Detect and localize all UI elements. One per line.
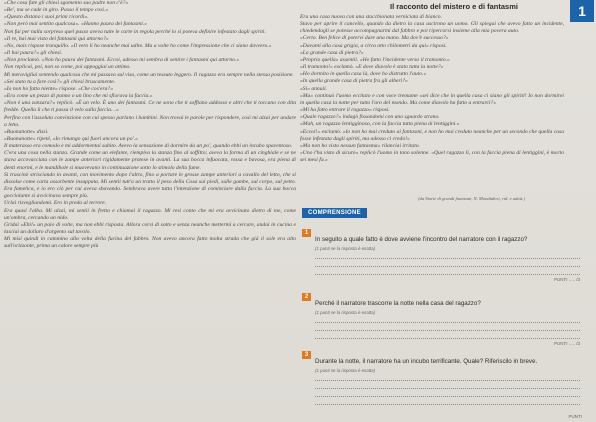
question-text: Durante la notte, il narratore ha un incubo terrificante. Quale? Riferiscilo in breve. [315,358,538,365]
question-number: 2 [302,293,311,301]
story-paragraph: «Questo distano i suoi primi ricordi». [4,14,89,21]
answer-line[interactable] [315,337,580,339]
story-paragraph: Mi misi quindi in cammino alla volta della fucina del fabbro. Non avevo ancora fatto molta strada che già il sole era alto sull'orizzonte, prima un calore sempre più [4,236,296,250]
story-paragraph: «Eccoi!» esclamò. «Io non ho mai creduto ai fantasmi, e non ho mai creduto neanche per un secondo che quella casa fosse infestata dagli spiriti, ma adesso ci credo!» [300,128,564,142]
story-paragraph: «Be', ma se cade in giro. Passo il tempo così.» [4,7,109,14]
story-paragraph: Gridai «Ehi!» un paio di volte, ma non ebbi risposta. Allora corsi di sotto e senza neanche mettermi a cercare, andai in cucina e lasciai un dollaro d'argento sul tavolo. [4,221,296,235]
answer-line[interactable] [315,329,580,331]
question-hint: (1 punti se la risposta è esatta) [315,310,376,315]
story-paragraph: «Il hai paura?» gli chiesi. [4,50,63,57]
answer-line[interactable] [315,379,580,381]
story-paragraph: «Mi ha fatto entrare il ragazzo» risposi. [300,107,390,114]
story-paragraph: «Ma» continuò l'uomo eccitato e con voce tremante «sei dice che in quella casa ci siano gli spiriti! Io non dormirei in quella casa la notte per tutto l'oro del mondo. Ma come diavolo ha fatto a entrarci?» [300,92,564,106]
question-1 [302,228,580,282]
question-number: 1 [302,229,311,237]
story-paragraph: «Ho dormito in quella casa là, dove ho distrutto l'auto.» [300,71,427,78]
story-paragraph: Si trascinò strisciando in avanti, con movimento dopo l'altro, fino a portare le grosse zampe anteriori a cavallo del letto, che si dissolse come carta assorbente insuppata. Mi sentii tutt'a un tratto il peso della Cosa sui piedi, sulle gambe, sul corpo, sul petto. Era famelica, e io ero ciò per cui aveva sbavando. Sembrava avere tutta l'intenzione di cominciare dalla faccia. La sua bocca gocciolante si avvicinava sempre più. [4,171,296,200]
story-paragraph: «Uno l'ha visto di sicuro» replicò l'uomo in tono solenne. «Quel ragazzo lì, con la faccia piena di lentiggini, è morto sei mesi fa.» [300,149,564,164]
story-paragraph: «Buonanotte» ripeté, «Io rimango qui fuori ancora un po'.» [4,135,138,142]
story-paragraph: Il materasso era comodo e mi addormentai subito. Avevo la sensazione di dormire da un po', quando ebbi un incubo spaventoso. [4,143,293,150]
story-right-column [300,14,564,164]
story-left-column [4,0,296,250]
story-paragraph: «Proprio quella» assentii. «Ho fatto l'incidente verso il tramonto.» [300,56,450,63]
question-text: In seguito a quale fatto è dove avviene l'incontro del narratore con il ragazzo? [315,236,528,243]
story-paragraph: «In quella grande casa di pietra fra gli alberi?» [300,78,408,85]
story-paragraph: Non fui per nulla sorpreso quel passo aveva tutte le carte in regola perché lo si poteva definire infestato dagli spiriti. [4,28,266,35]
answer-line[interactable] [315,395,580,397]
story-paragraph: «Quale ragazzo?» indagò fissandomi con uno sguardo strano. [300,114,440,121]
story-paragraph: Perfino con l'assoluta convinzione con cui spesso parlano i bambini. Non trovai le parole per rispondere, così mi alzai per andare a letto. [4,114,296,128]
points-label: PUNTI [568,414,582,419]
story-title: Il racconto del mistero e di fantasmi [390,2,518,11]
story-paragraph: «Ma non ho visto nessun fantasma» rilanciai irritato. [300,142,420,149]
answer-line[interactable] [315,321,580,323]
story-paragraph: «Sì» annuii. [300,85,328,92]
story-paragraph: «Buonanotte» dissi. [4,128,49,135]
story-paragraph: Stavo per aprire il cancello, quando da dietro la casa uscirono un uomo. Gli spiegai che avevo fatto un incidente, chiedendogli se potesse accompagnarmi dal fabbro e poi ripercorsi insieme alla mia povera auto. [300,21,564,35]
story-paragraph: «Il re, hai mai visto dei fantasmi qui attorno?» [4,35,109,42]
points-label: PUNTI ..... /3 [553,341,580,346]
story-paragraph: Era una casa nuova con una stacchionata verniciata di bianco. [300,14,442,20]
story-paragraph: «Non è una zanzara?» replicò. «È un velo. È uno dei fantasmi. Ce ne sono che ti soffiano addosso e altri che ti toccano con dita fredde. Quella lì che ti passa il velo sulla faccia…» [4,100,296,114]
points-label: PUNTI ..... /3 [553,277,580,282]
question-hint: (1 punti se la risposta è esatta) [315,368,376,373]
story-paragraph: «Era come un pezzo di panno o un lino che mi sfiorava la faccia.» [4,93,153,100]
story-paragraph: Non replicai, poi, non so come, poi appoggiai un attimo. [4,64,131,71]
question-3 [302,350,580,405]
story-paragraph: «La grande casa di pietra?» [300,49,364,56]
story-paragraph: «Non però mai sentito qualcosa». «Hanno paura dei fantasmi.» [4,21,147,28]
story-paragraph: «Il tramonto!» esclamò. «E dove diavolo è stato tutta la notte?» [300,64,444,71]
answer-line[interactable] [315,403,580,405]
story-paragraph: «Non proclamò. «Non ho paura dei fantasmi. Eccoi, adesso mi sembra di sentire i fantasmi qui attorno.» [4,57,240,64]
question-hint: (1 punti se la risposta è esatta) [315,246,376,251]
story-paragraph: Urlai risvegliandomi. Ero in preda al terrore. [4,200,107,207]
story-paragraph: «Davanti alla casa grigia, a circa otto chilometri da qui» risposi. [300,42,447,49]
comprehension-badge: COMPRENSIONE [302,208,367,218]
answer-line[interactable] [315,265,580,267]
answer-line[interactable] [315,273,580,275]
page-number-badge: 1 [570,0,594,22]
story-paragraph: «No, mais rispose tranquillo. «Il vero li ho neanche mai udite. Ma a volte ho come l'impressione che ci siano davvero.» [4,42,272,49]
story-paragraph: «Io non ho fatto niente» rispose. «Che cos'era?» [4,85,114,92]
source-note: (da Storie di grandi fantasmi, N. Mondadori, rid. e adatt.) [418,196,525,201]
question-number: 3 [302,351,311,359]
story-paragraph: «Che cosa fate gli chiesi sgomento suo padre non c'è?» [4,0,129,6]
story-paragraph: Mi meravigliai sentendo qualcosa che mi passava sul viso, come un tessuto leggero. Il ragazzo era sempre nella stessa posizione. [4,71,294,78]
story-paragraph: «Sei stato tu a fare così?» gli chiesi bruscamente. [4,78,116,85]
answer-line[interactable] [315,387,580,389]
story-paragraph: C'era una cosa nella stanza. Grande come un elefante, riempiva la stanza fino al soffitto; aveva la forma di un cinghiale e se ne stava accovacciata con le zampe anteriori rigidamente protese in avanti. La sua bocca infuocata, rossa e bavosa, era piena di denti enormi, e le mandibole si muovevano in continuazione sotto lo stimolo della fame. [4,150,296,171]
story-paragraph: Era quasi l'alba. Mi alzai, mi sentii in fretta e chiamai il ragazzo. Mi resi conto che mi era avvicinato dietro di me, come un'ombra, cercando un nido. [4,207,296,221]
question-text: Perché il narratore trascorre la notte nella casa del ragazzo? [315,300,481,307]
answer-line[interactable] [315,257,580,259]
story-paragraph: «Certo. Ben felice di potervi dare una mano. Ma dov'è successo?» [300,35,449,42]
question-2 [302,292,580,346]
story-paragraph: «Mah, un ragazzo lentigginoso, con la faccia tutta piena di lentiggini.» [300,121,460,128]
